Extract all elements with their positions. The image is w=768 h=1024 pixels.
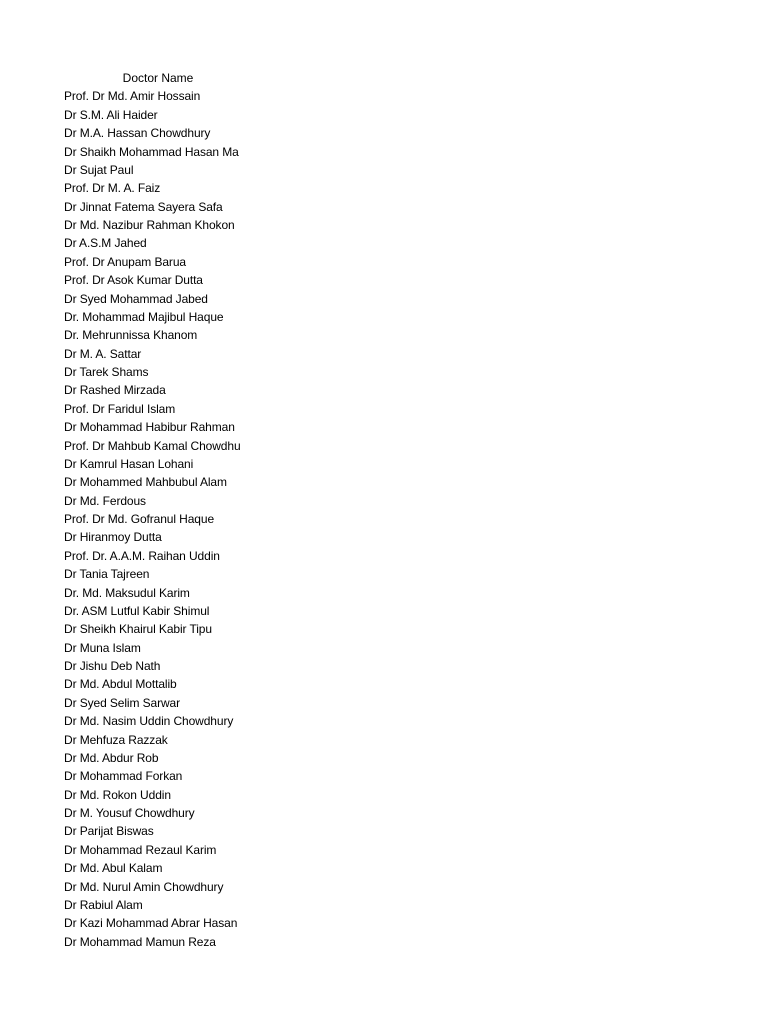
doctor-name-sheet: [64, 69, 254, 951]
doctor-row: Dr. Md. Maksudul Karim: [64, 585, 190, 600]
doctor-row: Prof. Dr Md. Amir Hossain: [64, 89, 201, 104]
doctor-row: Dr Md. Abdul Mottalib: [64, 677, 177, 692]
doctor-row: Dr M. Yousuf Chowdhury: [64, 806, 195, 821]
doctor-row: Dr. ASM Lutful Kabir Shimul: [64, 603, 210, 618]
doctor-row: Dr Sujat Paul: [64, 162, 134, 177]
doctor-row: Dr Mohammad Forkan: [64, 769, 183, 784]
doctor-row: Dr Jinnat Fatema Sayera Safa: [64, 199, 223, 214]
doctor-row: Dr Md. Ferdous: [64, 493, 146, 508]
doctor-row: Dr Mehfuza Razzak: [64, 732, 168, 747]
doctor-row: Dr S.M. Ali Haider: [64, 107, 158, 122]
doctor-row: Dr Kazi Mohammad Abrar Hasan: [64, 916, 238, 931]
doctor-row: Dr Jishu Deb Nath: [64, 659, 161, 674]
doctor-row: Dr Rabiul Alam: [64, 897, 143, 912]
doctor-row: Dr Md. Abul Kalam: [64, 861, 163, 876]
doctor-row: Dr Syed Selim Sarwar: [64, 695, 181, 710]
doctor-row: Dr Md. Nurul Amin Chowdhury: [64, 879, 224, 894]
doctor-row: Dr Shaikh Mohammad Hasan Ma: [64, 144, 239, 159]
doctor-row: Prof. Dr Asok Kumar Dutta: [64, 273, 203, 288]
doctor-row: Dr Mohammed Mahbubul Alam: [64, 475, 227, 490]
doctor-row: Prof. Dr. A.A.M. Raihan Uddin: [64, 548, 220, 563]
doctor-row: Dr. Mohammad Majibul Haque: [64, 309, 224, 324]
doctor-row: Dr A.S.M Jahed: [64, 236, 147, 251]
doctor-row: Dr Mohammad Mamun Reza: [64, 934, 216, 949]
doctor-row: Prof. Dr Faridul Islam: [64, 401, 176, 416]
doctor-row: Dr Tarek Shams: [64, 365, 149, 380]
doctor-row: Dr Md. Abdur Rob: [64, 750, 159, 765]
doctor-row: Dr Syed Mohammad Jabed: [64, 291, 208, 306]
doctor-row: Dr Tania Tajreen: [64, 567, 150, 582]
doctor-row: Dr Mohammad Rezaul Karim: [64, 842, 217, 857]
doctor-row: Dr M.A. Hassan Chowdhury: [64, 126, 211, 141]
column-header: Doctor Name: [122, 71, 194, 85]
doctor-row: Dr Md. Rokon Uddin: [64, 787, 171, 802]
doctor-row: Prof. Dr Md. Gofranul Haque: [64, 512, 215, 527]
doctor-row: Dr. Mehrunnissa Khanom: [64, 328, 198, 343]
doctor-list: [64, 87, 254, 951]
doctor-row: Dr Md. Nazibur Rahman Khokon: [64, 218, 235, 233]
doctor-row: Prof. Dr M. A. Faiz: [64, 181, 161, 196]
doctor-row: Dr Parijat Biswas: [64, 824, 154, 839]
doctor-row: Dr Kamrul Hasan Lohani: [64, 456, 194, 471]
doctor-row: Dr Md. Nasim Uddin Chowdhury: [64, 714, 234, 729]
doctor-row: Dr Mohammad Habibur Rahman: [64, 420, 235, 435]
doctor-row: Dr Sheikh Khairul Kabir Tipu: [64, 622, 212, 637]
doctor-row: Dr Hiranmoy Dutta: [64, 530, 162, 545]
doctor-row: Prof. Dr Anupam Barua: [64, 254, 186, 269]
doctor-row: Dr Rashed Mirzada: [64, 383, 166, 398]
doctor-row: Dr M. A. Sattar: [64, 346, 142, 361]
doctor-row: Prof. Dr Mahbub Kamal Chowdhu: [64, 438, 241, 453]
doctor-row: Dr Muna Islam: [64, 640, 141, 655]
